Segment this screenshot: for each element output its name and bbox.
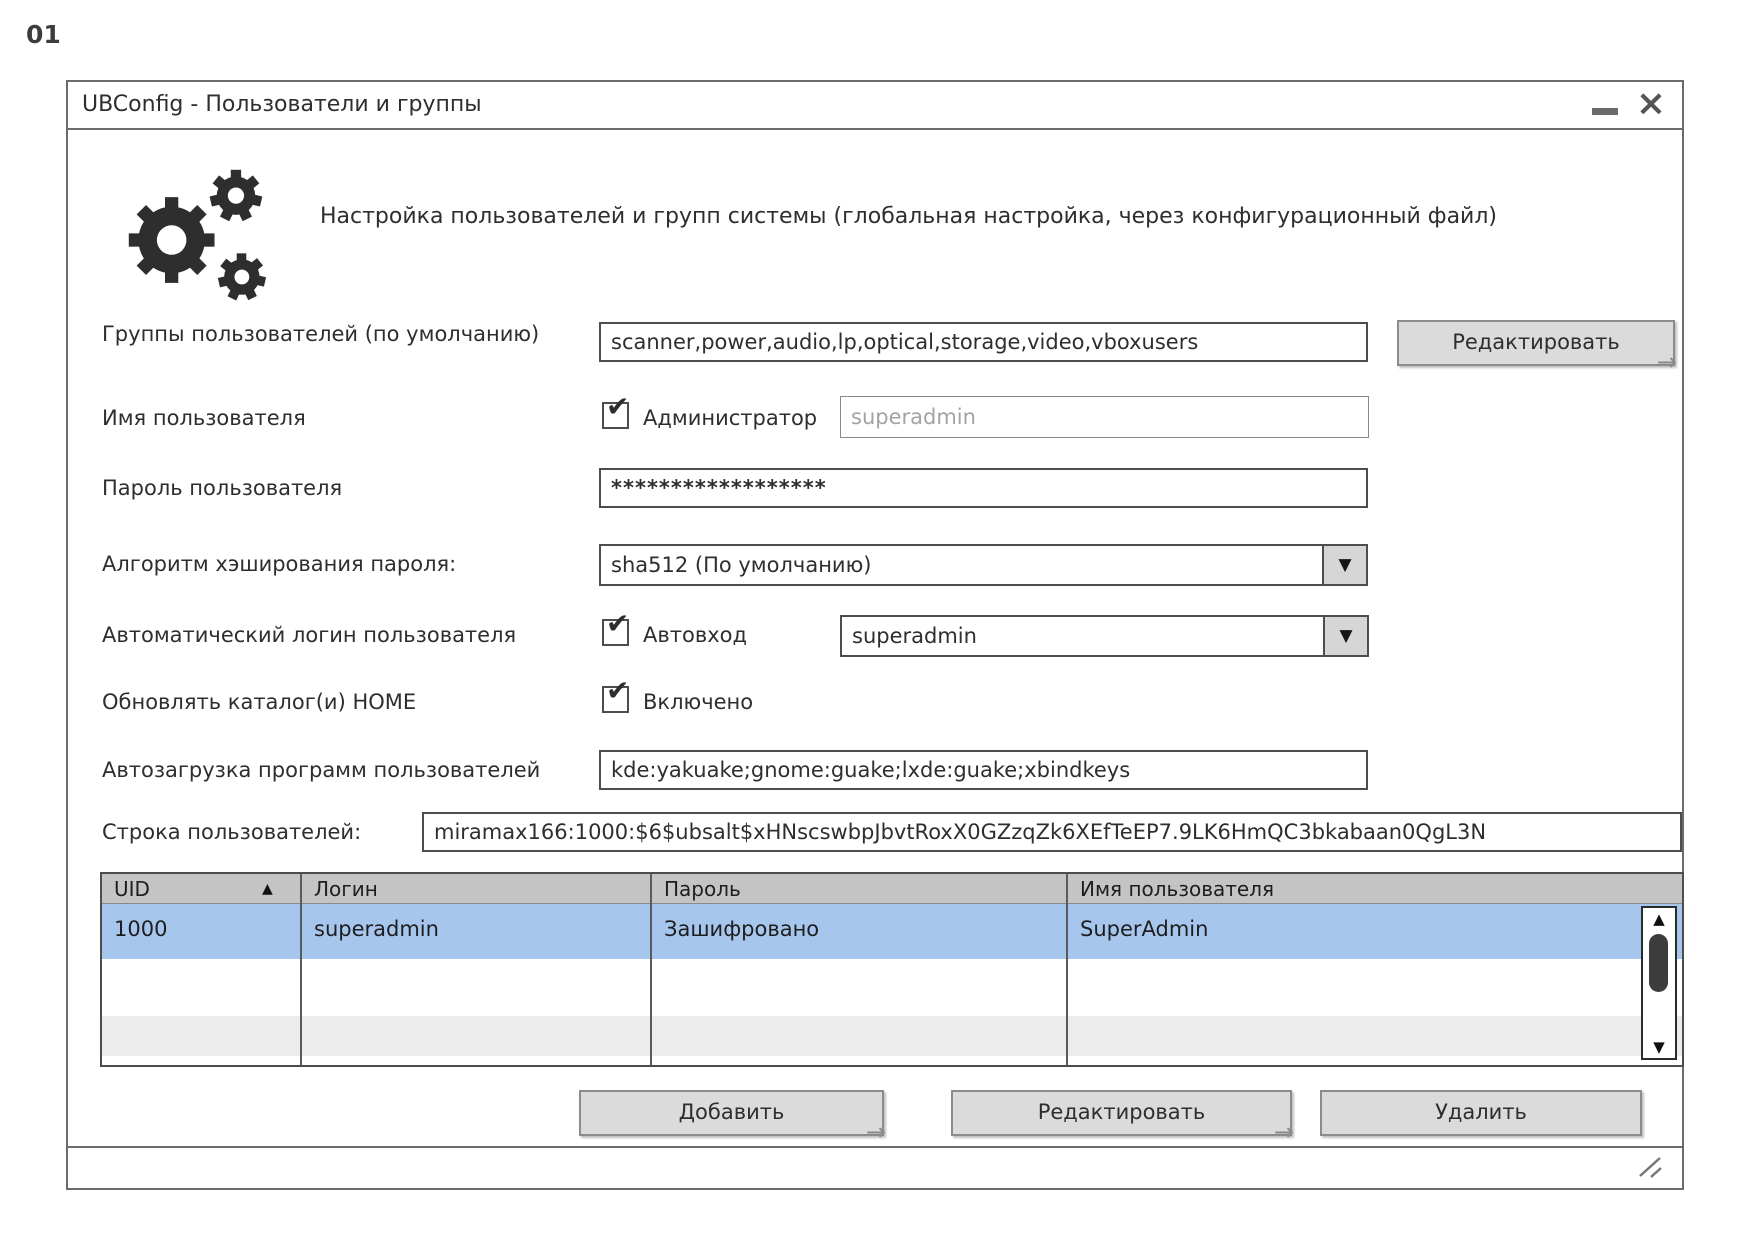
autologin-checkbox-label: Автовход: [643, 623, 747, 647]
table-scrollbar[interactable]: [1641, 906, 1677, 1060]
titlebar: [68, 82, 1682, 130]
hash-algorithm-select[interactable]: [599, 544, 1368, 586]
column-divider: [300, 874, 302, 1065]
hash-algorithm-value: sha512 (По умолчанию): [611, 553, 872, 577]
autostart-input[interactable]: [599, 750, 1368, 790]
scroll-up-icon[interactable]: ▲: [1653, 910, 1665, 928]
autologin-user-select[interactable]: [840, 615, 1369, 657]
cell-password: Зашифровано: [664, 917, 820, 941]
resize-grip-icon[interactable]: [1636, 1154, 1666, 1180]
edit-groups-button-label: Редактировать: [1452, 330, 1620, 355]
column-header-username-label: Имя пользователя: [1080, 877, 1275, 901]
user-line-input[interactable]: [422, 812, 1682, 852]
window-title: UBConfig - Пользователи и группы: [82, 92, 482, 117]
username-label: Имя пользователя: [102, 406, 306, 430]
link-arrow-icon: →: [865, 1118, 886, 1146]
autologin-dropdown-button[interactable]: [1323, 617, 1367, 655]
home-dirs-checkbox-label: Включено: [643, 690, 754, 714]
autologin-label: Автоматический логин пользователя: [102, 623, 517, 647]
edit-groups-button[interactable]: [1397, 320, 1677, 376]
dialog-description: Настройка пользователей и групп системы (глобальная настройка, через конфигурационный файл): [320, 204, 1497, 229]
cell-login: superadmin: [314, 917, 439, 941]
minimize-button[interactable]: [1590, 92, 1620, 120]
username-input[interactable]: [840, 396, 1369, 438]
home-dirs-checkbox[interactable]: [602, 674, 630, 713]
column-header-login-label: Логин: [314, 877, 378, 901]
column-header-password[interactable]: [652, 874, 1068, 904]
scroll-down-icon[interactable]: ▼: [1653, 1038, 1665, 1056]
minimize-icon: [1592, 108, 1618, 115]
table-header: [102, 874, 1682, 904]
add-button-label: Добавить: [678, 1100, 785, 1125]
page-number: 01: [26, 20, 61, 49]
add-button[interactable]: [579, 1090, 886, 1146]
users-table: [100, 872, 1684, 1067]
table-row[interactable]: [102, 904, 1682, 959]
home-dirs-label: Обновлять каталог(и) HOME: [102, 690, 417, 714]
password-label: Пароль пользователя: [102, 476, 343, 500]
edit-button[interactable]: [951, 1090, 1294, 1146]
app-window: [66, 80, 1684, 1190]
autologin-checkbox[interactable]: [602, 607, 630, 646]
column-header-uid-label: UID: [114, 877, 150, 901]
hash-algorithm-dropdown-button[interactable]: [1322, 546, 1366, 584]
gears-icon: [114, 154, 284, 312]
administrator-checkbox-label: Администратор: [643, 406, 818, 430]
hash-algorithm-label: Алгоритм хэширования пароля:: [102, 552, 457, 576]
autologin-user-value: superadmin: [852, 624, 977, 648]
link-arrow-icon: →: [1273, 1118, 1294, 1146]
groups-input[interactable]: [599, 322, 1368, 362]
column-header-password-label: Пароль: [664, 877, 741, 901]
cell-uid: 1000: [114, 917, 168, 941]
column-divider: [650, 874, 652, 1065]
scrollbar-thumb[interactable]: [1649, 934, 1668, 992]
autostart-label: Автозагрузка программ пользователей: [102, 758, 541, 782]
link-arrow-icon: →: [1656, 348, 1677, 376]
password-input[interactable]: [599, 468, 1368, 508]
user-line-label: Строка пользователей:: [102, 820, 362, 844]
groups-label: Группы пользователей (по умолчанию): [102, 322, 540, 346]
column-header-login[interactable]: [302, 874, 652, 904]
delete-button-label: Удалить: [1435, 1100, 1527, 1125]
sort-ascending-icon: ▲: [262, 881, 273, 897]
column-header-uid[interactable]: [102, 874, 302, 904]
check-icon: ✔: [606, 607, 630, 640]
statusbar: [68, 1146, 1682, 1188]
empty-row-stripe: [102, 1016, 1682, 1056]
cell-username: SuperAdmin: [1080, 917, 1209, 941]
close-button[interactable]: ×: [1635, 83, 1667, 124]
delete-button[interactable]: [1320, 1090, 1642, 1136]
administrator-checkbox[interactable]: [602, 390, 630, 429]
chevron-down-icon: ▼: [1338, 555, 1352, 575]
check-icon: ✔: [606, 390, 630, 423]
column-header-username[interactable]: [1068, 874, 1644, 904]
column-divider: [1066, 874, 1068, 1065]
check-icon: ✔: [606, 674, 630, 707]
chevron-down-icon: ▼: [1339, 626, 1353, 646]
edit-button-label: Редактировать: [1037, 1100, 1206, 1125]
